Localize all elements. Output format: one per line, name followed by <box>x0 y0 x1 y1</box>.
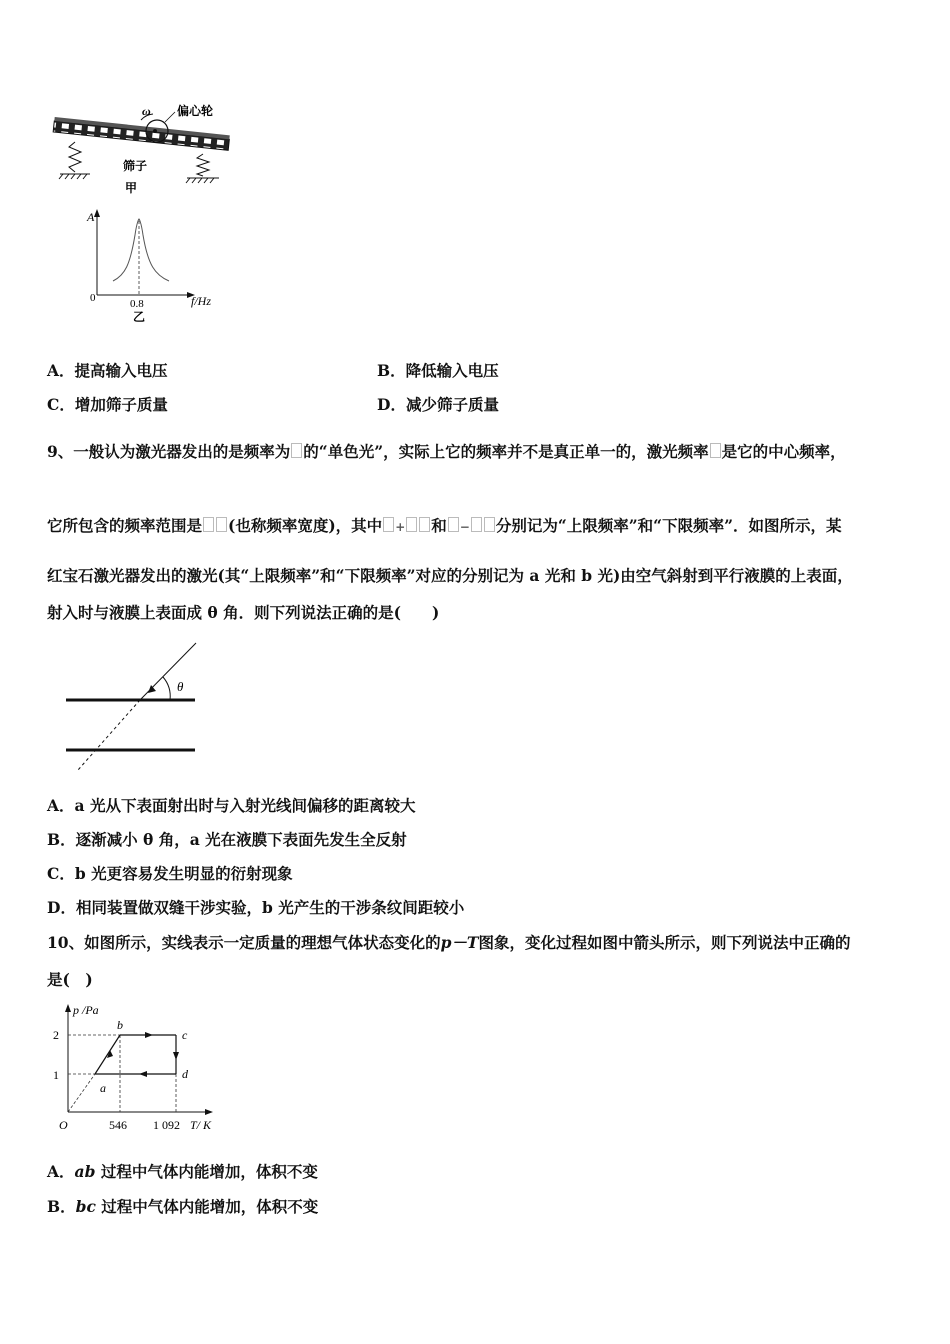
q9-option-c: C．b 光更容易发生明显的衍射现象 <box>47 864 293 883</box>
incident-ray <box>140 643 196 700</box>
point-a-label: a <box>100 1081 106 1095</box>
q9-stem-line3: 红宝石激光器发出的激光(其“上限频率”和“下限频率”对应的分别记为 a 光和 b 光)由空气斜射到平行液膜的上表面， <box>47 566 853 585</box>
q8-option-b: B．降低输入电压 <box>377 361 499 380</box>
q9-stem-line2: 它所包含的频率范围是 (也称频率宽度)，其中 + 和 − 分别记为“上限频率”和“下限频率”．如图所示，某 <box>47 516 842 535</box>
q8-option-d: D．减少筛子质量 <box>377 395 499 414</box>
sieve-plate <box>53 117 230 150</box>
cam-label: 偏心轮 <box>177 104 214 118</box>
process-path <box>95 1035 176 1074</box>
resonance-curve <box>85 205 225 325</box>
point-d-label: d <box>182 1067 188 1081</box>
right-spring <box>186 154 219 183</box>
q10-stem-line1: 10、如图所示，实线表示一定质量的理想气体状态变化的p－T图象，变化过程如图中箭头所示，则下列说法中正确的 <box>47 933 851 952</box>
q9-option-d: D．相同装置做双缝干涉实验，b 光产生的干涉条纹间距较小 <box>47 898 465 917</box>
theta-label: θ <box>177 679 184 694</box>
formula-placeholder <box>710 443 721 458</box>
y-axis-label: p /Pa <box>73 1003 99 1017</box>
y-axis-label: A <box>87 210 95 224</box>
caption-jia: 甲 <box>125 181 138 195</box>
q9-stem-line1: 9、一般认为激光器发出的是频率为 的“单色光”，实际上它的频率并不是真正单一的，激光频率 是它的中心频率， <box>47 442 846 461</box>
q10-option-b: B．bc 过程中气体内能增加，体积不变 <box>47 1197 319 1216</box>
formula-placeholder <box>291 443 302 458</box>
liquid-film-figure <box>60 640 210 775</box>
q9-option-a: A．a 光从下表面射出时与入射光线间偏移的距离较大 <box>47 796 416 815</box>
left-spring <box>59 142 90 179</box>
q9-stem-line4: 射入时与液膜上表面成 θ 角．则下列说法正确的是( ) <box>47 603 440 622</box>
x-tick-label: 0.8 <box>130 298 144 310</box>
q9-option-b: B．逐渐减小 θ 角，a 光在液膜下表面先发生全反射 <box>47 830 407 849</box>
x-tick-1092: 1 092 <box>153 1118 180 1132</box>
pt-graph <box>45 998 230 1138</box>
q8-option-a: A．提高输入电压 <box>47 361 168 380</box>
point-c-label: c <box>182 1028 188 1042</box>
y-tick-1: 1 <box>53 1068 59 1082</box>
omega-label: ω <box>142 104 151 118</box>
q8-option-c: C．增加筛子质量 <box>47 395 168 414</box>
sieve-label: 筛子 <box>123 159 148 173</box>
x-tick-546: 546 <box>109 1118 127 1132</box>
caption-yi: 乙 <box>133 310 146 324</box>
q10-option-a: A．ab 过程中气体内能增加，体积不变 <box>47 1162 318 1181</box>
origin-label: 0 <box>90 292 96 304</box>
q10-stem-line2: 是( ) <box>47 970 93 989</box>
point-b-label: b <box>117 1018 123 1032</box>
x-axis-label: f/Hz <box>191 294 212 308</box>
y-tick-2: 2 <box>53 1028 59 1042</box>
resonance-peak <box>113 219 169 281</box>
x-axis-label: T/ K <box>190 1118 212 1132</box>
sieve-figure <box>45 98 235 198</box>
origin-label: O <box>59 1118 68 1132</box>
